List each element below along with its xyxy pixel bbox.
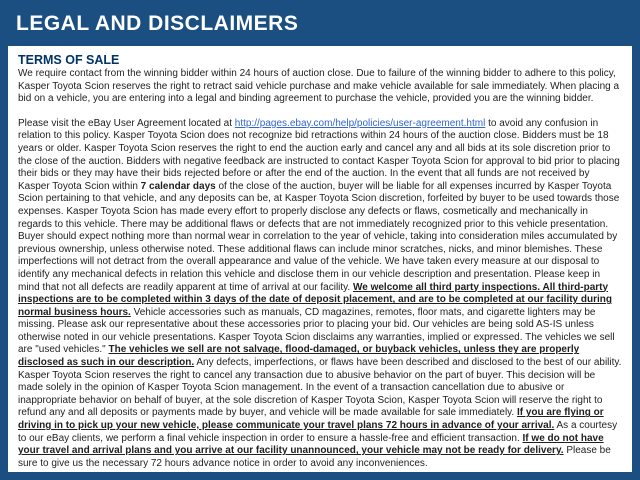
terms-text-segment: The vehicles we sell are not salvage, flood-damaged, or buyback vehicles, unless they are properly disclosed as such in our description. xyxy=(18,344,580,369)
terms-text-segment: Vehicle accessories such as manuals, CD magazines, remotes, floor mats, and cigarette lighters may be missing. Please ask our representative about these accessories prior to placing your bid. Our vehicles are being sold AS-IS unless otherwise noted in our vehicle presentations. Kasper Toyota Scion disclaims any warranties, implied or expressed. The vehicles we sell are "used vehicles." xyxy=(18,306,615,356)
terms-text-segment: We require contact from the winning bidder within 24 hours of auction close. Due to failure of the winning bidder to adhere to this policy, Kasper Toyota Scion reserves the right to retract said vehicle purchase and make vehicle available for sale immediately. When placing a bid on a vehicle, you are entering into a legal and binding agreement to purchase the vehicle, provided you are the winning bidder. xyxy=(18,68,620,105)
terms-panel xyxy=(8,46,632,472)
terms-text-segment: Please be sure to give us the necessary 72 hours advance notice in order to avoid any inconveniences. xyxy=(18,445,611,469)
terms-text-segment: of the close of the auction, buyer will be liable for all expenses incurred by Kasper Toyota Scion pertaining to that vehicle, and any deposits can be, at Kasper Toyota Scion discretion, forfeited by buyer to be used towards those expenses. Kasper Toyota Scion has made every effort to properly disclose any defects or flaws, cosmetically and mechanically in regards to this vehicle. There may be additional flaws or defects that are not immediately recognized prior to this vehicle presentation. Buyer should expect nothing more than normal wear in correlation to the year of vehicle, taking into consideration miles accumulated by previous ownership, unless otherwise noted. These additional flaws can include minor scratches, nicks, and minor blemishes. These imperfections will not detract from the overall appearance and value of the vehicle. We have taken every measure at our disposal to identify any mechanical defects in relation this vehicle and disclose them in our vehicle description and presentation. Please keep in mind that not all defects are readily apparent at time of arrival at our facility. xyxy=(18,180,620,293)
terms-paragraph xyxy=(18,68,622,106)
terms-text-segment: 7 calendar days xyxy=(140,180,216,192)
section-title: TERMS OF SALE xyxy=(18,53,120,67)
terms-paragraph xyxy=(18,118,622,471)
terms-text-segment: We welcome all third party inspections. All third-party inspections are to be completed within 3 days of the date of deposit placement, and are to be completed at our facility during normal business hours. xyxy=(18,281,612,318)
terms-text-segment: Please visit the eBay User Agreement located at xyxy=(18,117,235,129)
terms-text-segment: As a courtesy to our eBay clients, we perform a final vehicle inspection in order to ensure a hassle-free and efficient transaction. xyxy=(18,420,618,444)
terms-text-segment: If we do not have your travel and arrival plans and you arrive at our facility unannounced, your vehicle may not be ready for delivery. xyxy=(18,432,604,457)
terms-text-segment: If you are flying or driving in to pick up your new vehicle, please communicate your travel plans 72 hours in advance of your arrival. xyxy=(18,407,604,432)
ebay-user-agreement-link[interactable]: http://pages.ebay.com/help/policies/user-agreement.html xyxy=(234,117,486,129)
terms-paragraphs xyxy=(18,68,622,470)
terms-text-segment: to avoid any confusion in relation to this policy. Kasper Toyota Scion does not recognize bid retractions within 24 hours of the auction close. Bidders must be 18 years or older. Kasper Toyota Scion reserves the right to end the auction early and cancel any and all bids at its sole discretion prior to the close of the auction. Bidders with negative feedback are instructed to contact Kasper Toyota Scion for approval to bid prior to placing their bids or they may have their bids rejected before or after the end of the auction. In the event that all funds are not received by Kasper Toyota Scion within xyxy=(18,117,620,192)
page-title: LEGAL AND DISCLAIMERS xyxy=(16,12,299,35)
terms-text-segment: Any defects, imperfections, or flaws have been described and disclosed to the best of our ability. Kasper Toyota Scion reserves the right to cancel any transaction due to abusive behavior on the part of buyer. This decision will be made solely in the opinion of Kasper Toyota Scion management. In the event of a transaction cancellation due to abusive or inappropriate behavior on behalf of buyer, at the sole discretion of Kasper Toyota Scion, Kasper Toyota Scion will reserve the right to refund any and all deposits or payments made by buyer, and vehicle will be made available for sale immediately. xyxy=(18,357,622,419)
